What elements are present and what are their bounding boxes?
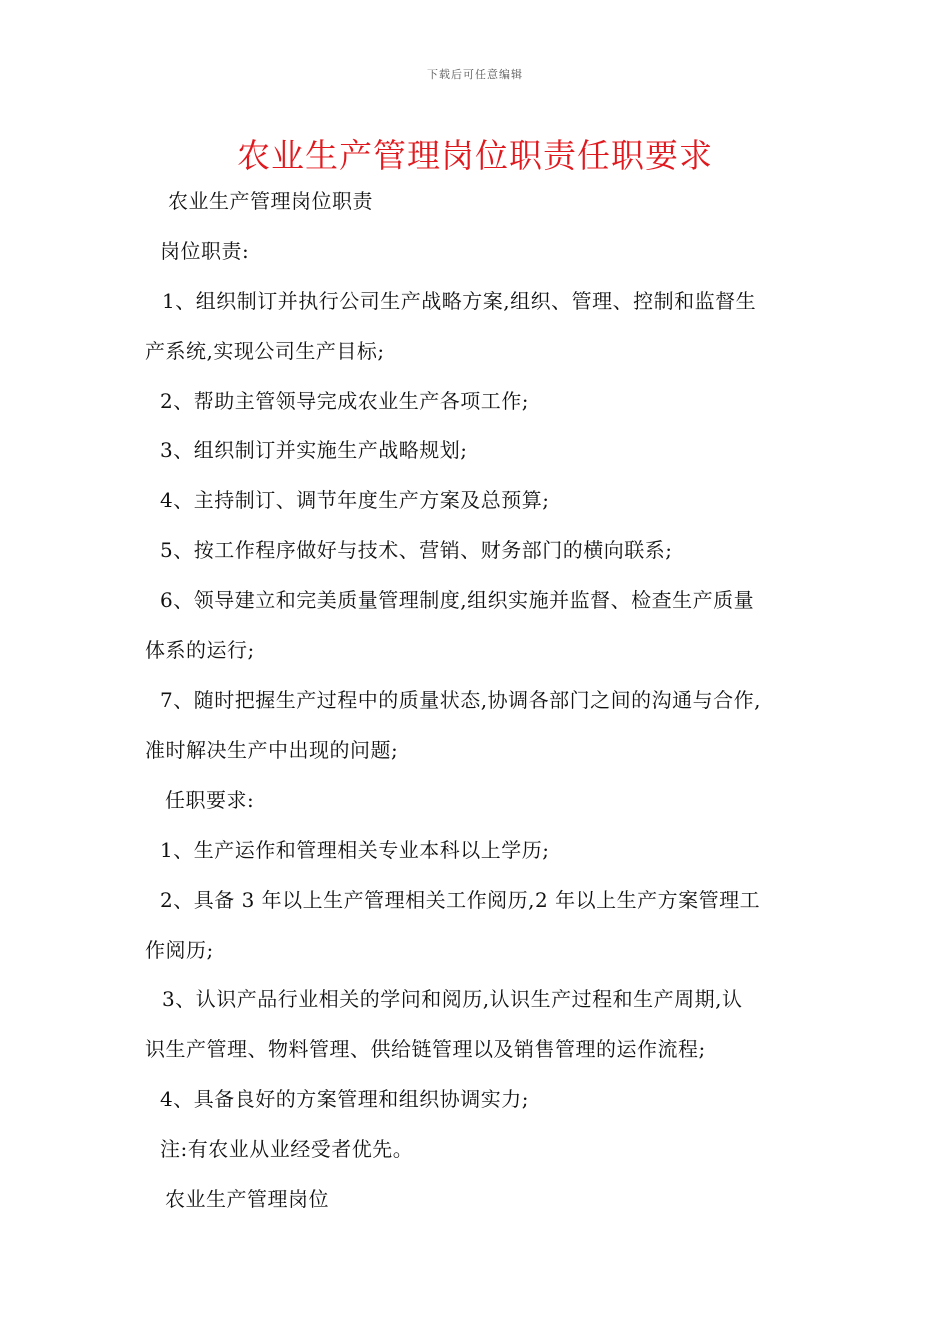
section-heading-duties: 农业生产管理岗位职责 — [168, 189, 373, 213]
duty-item-4: 4、主持制订、调节年度生产方案及总预算; — [160, 488, 550, 512]
duty-item-5: 5、按工作程序做好与技术、营销、财务部门的横向联系; — [160, 538, 673, 562]
duty-item-1: 1、组织制订并执行公司生产战略方案,组织、管理、控制和监督生 — [162, 289, 757, 313]
requirement-item-4: 4、具备良好的方案管理和组织协调实力; — [160, 1087, 529, 1111]
duty-item-1-cont: 产系统,实现公司生产目标; — [145, 339, 385, 363]
duty-item-2: 2、帮助主管领导完成农业生产各项工作; — [160, 389, 529, 413]
duty-item-3: 3、组织制订并实施生产战略规划; — [160, 438, 468, 462]
requirement-item-2: 2、具备 3 年以上生产管理相关工作阅历,2 年以上生产方案管理工 — [160, 888, 761, 912]
duty-item-6: 6、领导建立和完美质量管理制度,组织实施并监督、检查生产质量 — [160, 588, 755, 612]
subheading-duties: 岗位职责: — [160, 239, 250, 263]
duty-item-7: 7、随时把握生产过程中的质量状态,协调各部门之间的沟通与合作, — [160, 688, 761, 712]
note-line: 注:有农业从业经受者优先。 — [160, 1137, 414, 1161]
header-note: 下载后可任意编辑 — [427, 68, 523, 81]
requirement-item-2-cont: 作阅历; — [145, 938, 214, 962]
requirement-item-1: 1、生产运作和管理相关专业本科以上学历; — [160, 838, 550, 862]
requirement-item-3: 3、认识产品行业相关的学问和阅历,认识生产过程和生产周期,认 — [162, 987, 743, 1011]
document-title: 农业生产管理岗位职责任职要求 — [237, 136, 713, 175]
requirement-item-3-cont: 识生产管理、物料管理、供给链管理以及销售管理的运作流程; — [145, 1037, 706, 1061]
subheading-requirements: 任职要求: — [165, 788, 255, 812]
duty-item-7-cont: 准时解决生产中出现的问题; — [145, 738, 399, 762]
section-heading-position: 农业生产管理岗位 — [165, 1187, 329, 1211]
duty-item-6-cont: 体系的运行; — [145, 638, 255, 662]
